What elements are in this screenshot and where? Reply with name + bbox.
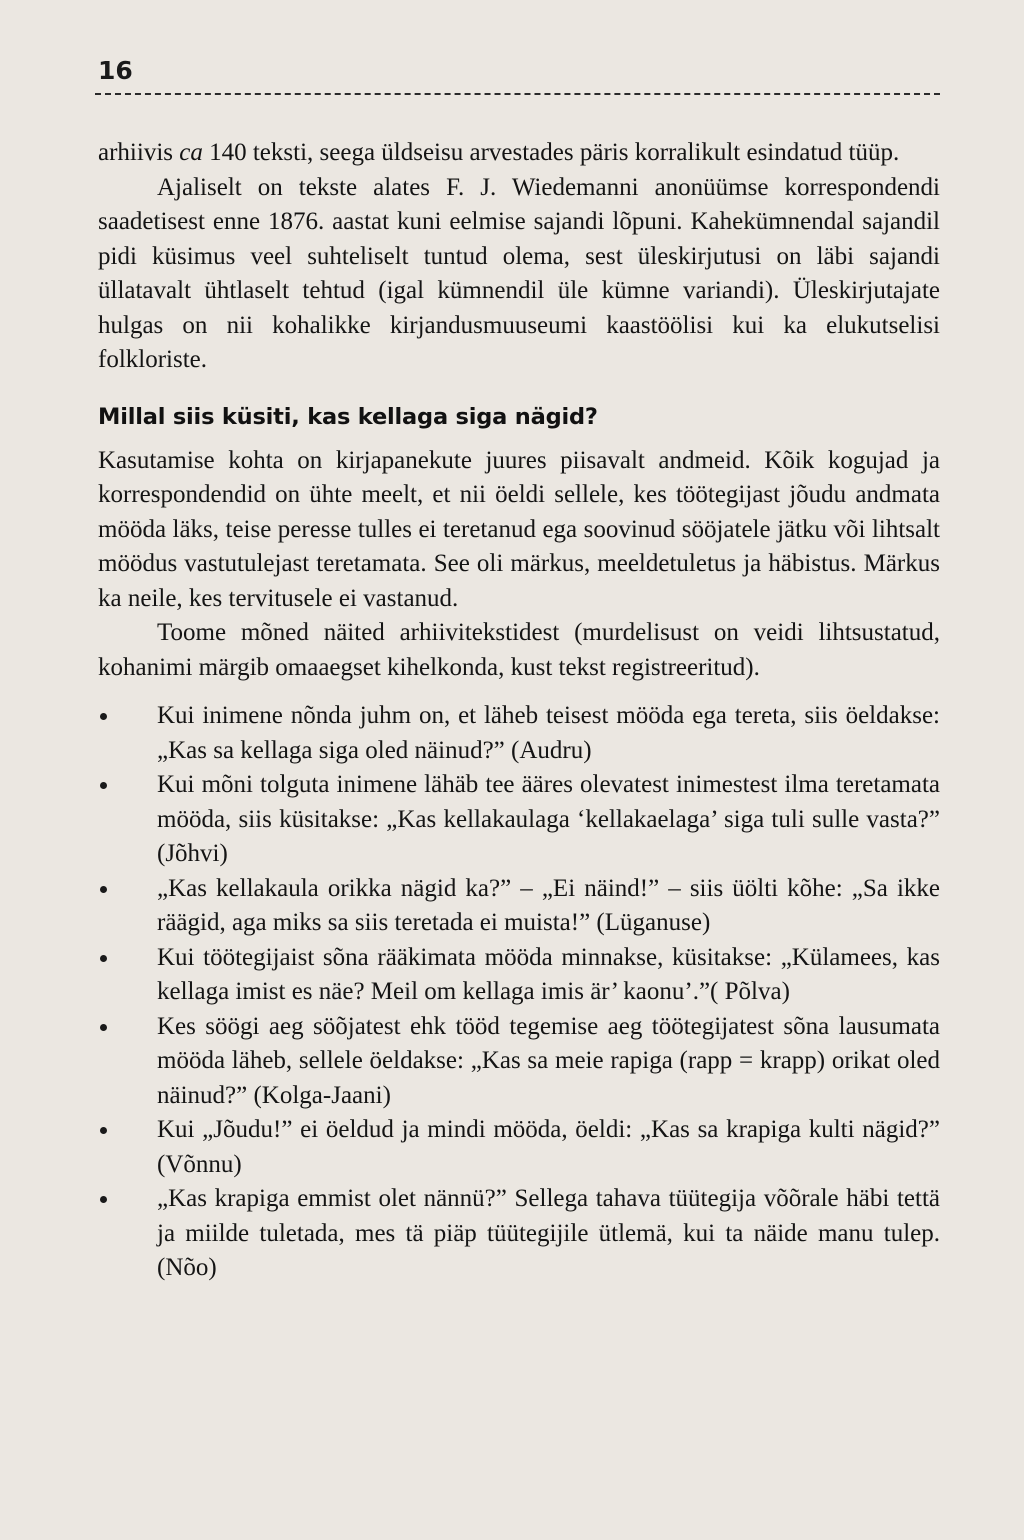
list-item: Kui töötegijaist sõna rääkimata mööda minnakse, küsitakse: „Külamees, kas kellaga imist es näe? Meil om kellaga imis är’ kaonu’.”( Põlva) [98,941,940,1010]
list-item: Kui mõni tolguta inimene lähäb tee ääres olevatest inimestest ilma teretamata mööda, siis küsitakse: „Kas kellakaulaga ‘kellakaelaga’ siga tuli sulle vasta?” (Jõhvi) [98,768,940,872]
list-item: „Kas krapiga emmist olet nännü?” Sellega tahava tüütegija võõrale häbi tettä ja miilde tuletada, mes tä piäp tüütegijile ütlemä, kui ta näide manu tulep. (Nõo) [98,1182,940,1286]
page-content [98,136,940,1286]
list-item: Kui „Jõudu!” ei öeldud ja mindi mööda, öeldi: „Kas sa krapiga kulti nägid?” (Võnnu) [98,1113,940,1182]
latin-abbrev: ca [179,139,203,166]
bullet-icon [100,955,107,962]
bullet-icon [100,886,107,893]
bullet-icon [100,713,107,720]
page-number: 16 [98,56,133,85]
list-item: Kui inimene nõnda juhm on, et läheb teisest mööda ega tereta, siis öeldakse: „Kas sa kellaga siga oled näinud?” (Audru) [98,699,940,768]
section-paragraph-2: Toome mõned näited arhiivitekstidest (murdelisust on veidi lihtsustatud, kohanimi märgib omaaegset kihelkonda, kust tekst registreeritud). [98,619,940,681]
header-rule [95,93,940,95]
bullet-icon [100,1024,107,1031]
bullet-icon [100,1196,107,1203]
list-item: Kes söögi aeg söõjatest ehk tööd tegemise aeg töötegijatest sõna lausumata mööda läheb, sellele öeldakse: „Kas sa meie rapiga (rapp = krapp) orikat oled näinud?” (Kolga-Jaani) [98,1010,940,1114]
section-heading: Millal siis küsiti, kas kellaga siga nägid? [98,403,598,430]
list-item: „Kas kellakaula orikka nägid ka?” – „Ei näind!” – siis üölti kõhe: „Sa ikke räägid, aga miks sa siis teretada ei muista!” (Lüganuse) [98,872,940,941]
bullet-icon [100,1127,107,1134]
intro-paragraph-2: Ajaliselt on tekste alates F. J. Wiedemanni anonüümse korrespondendi saadetisest enne 1876. aastat kuni eelmise sajandi lõpuni. Kahekümnendal sajandil pidi küsimus veel suhteliselt tuntud olema, sest üleskirjutusi on läbi sajandi üllatavalt ühtlaselt tehtud (igal kümnendil üle kümne variandi). Üleskirjutajate hulgas on nii kohalikke kirjandusmuuseumi kaastöölisi kui ka elukutselisi folkloriste. [98,173,940,373]
example-list [98,699,940,1286]
intro-paragraph-1: arhiivis ca 140 teksti, seega üldseisu arvestades päris korralikult esindatud tüüp. [98,139,900,166]
bullet-icon [100,782,107,789]
section-paragraph-1: Kasutamise kohta on kirjapanekute juures piisavalt andmeid. Kõik kogujad ja korrespondendid on ühte meelt, et nii öeldi sellele, kes töötegijast jõudu andmata mööda läks, teise peresse tulles ei teretanud ega soovinud sööjatele jätku või lihtsalt möödus vastutulejast teretamata. See oli märkus, meeldetuletus ja häbistus. Märkus ka neile, kes tervitusele ei vastanud. [98,446,940,612]
